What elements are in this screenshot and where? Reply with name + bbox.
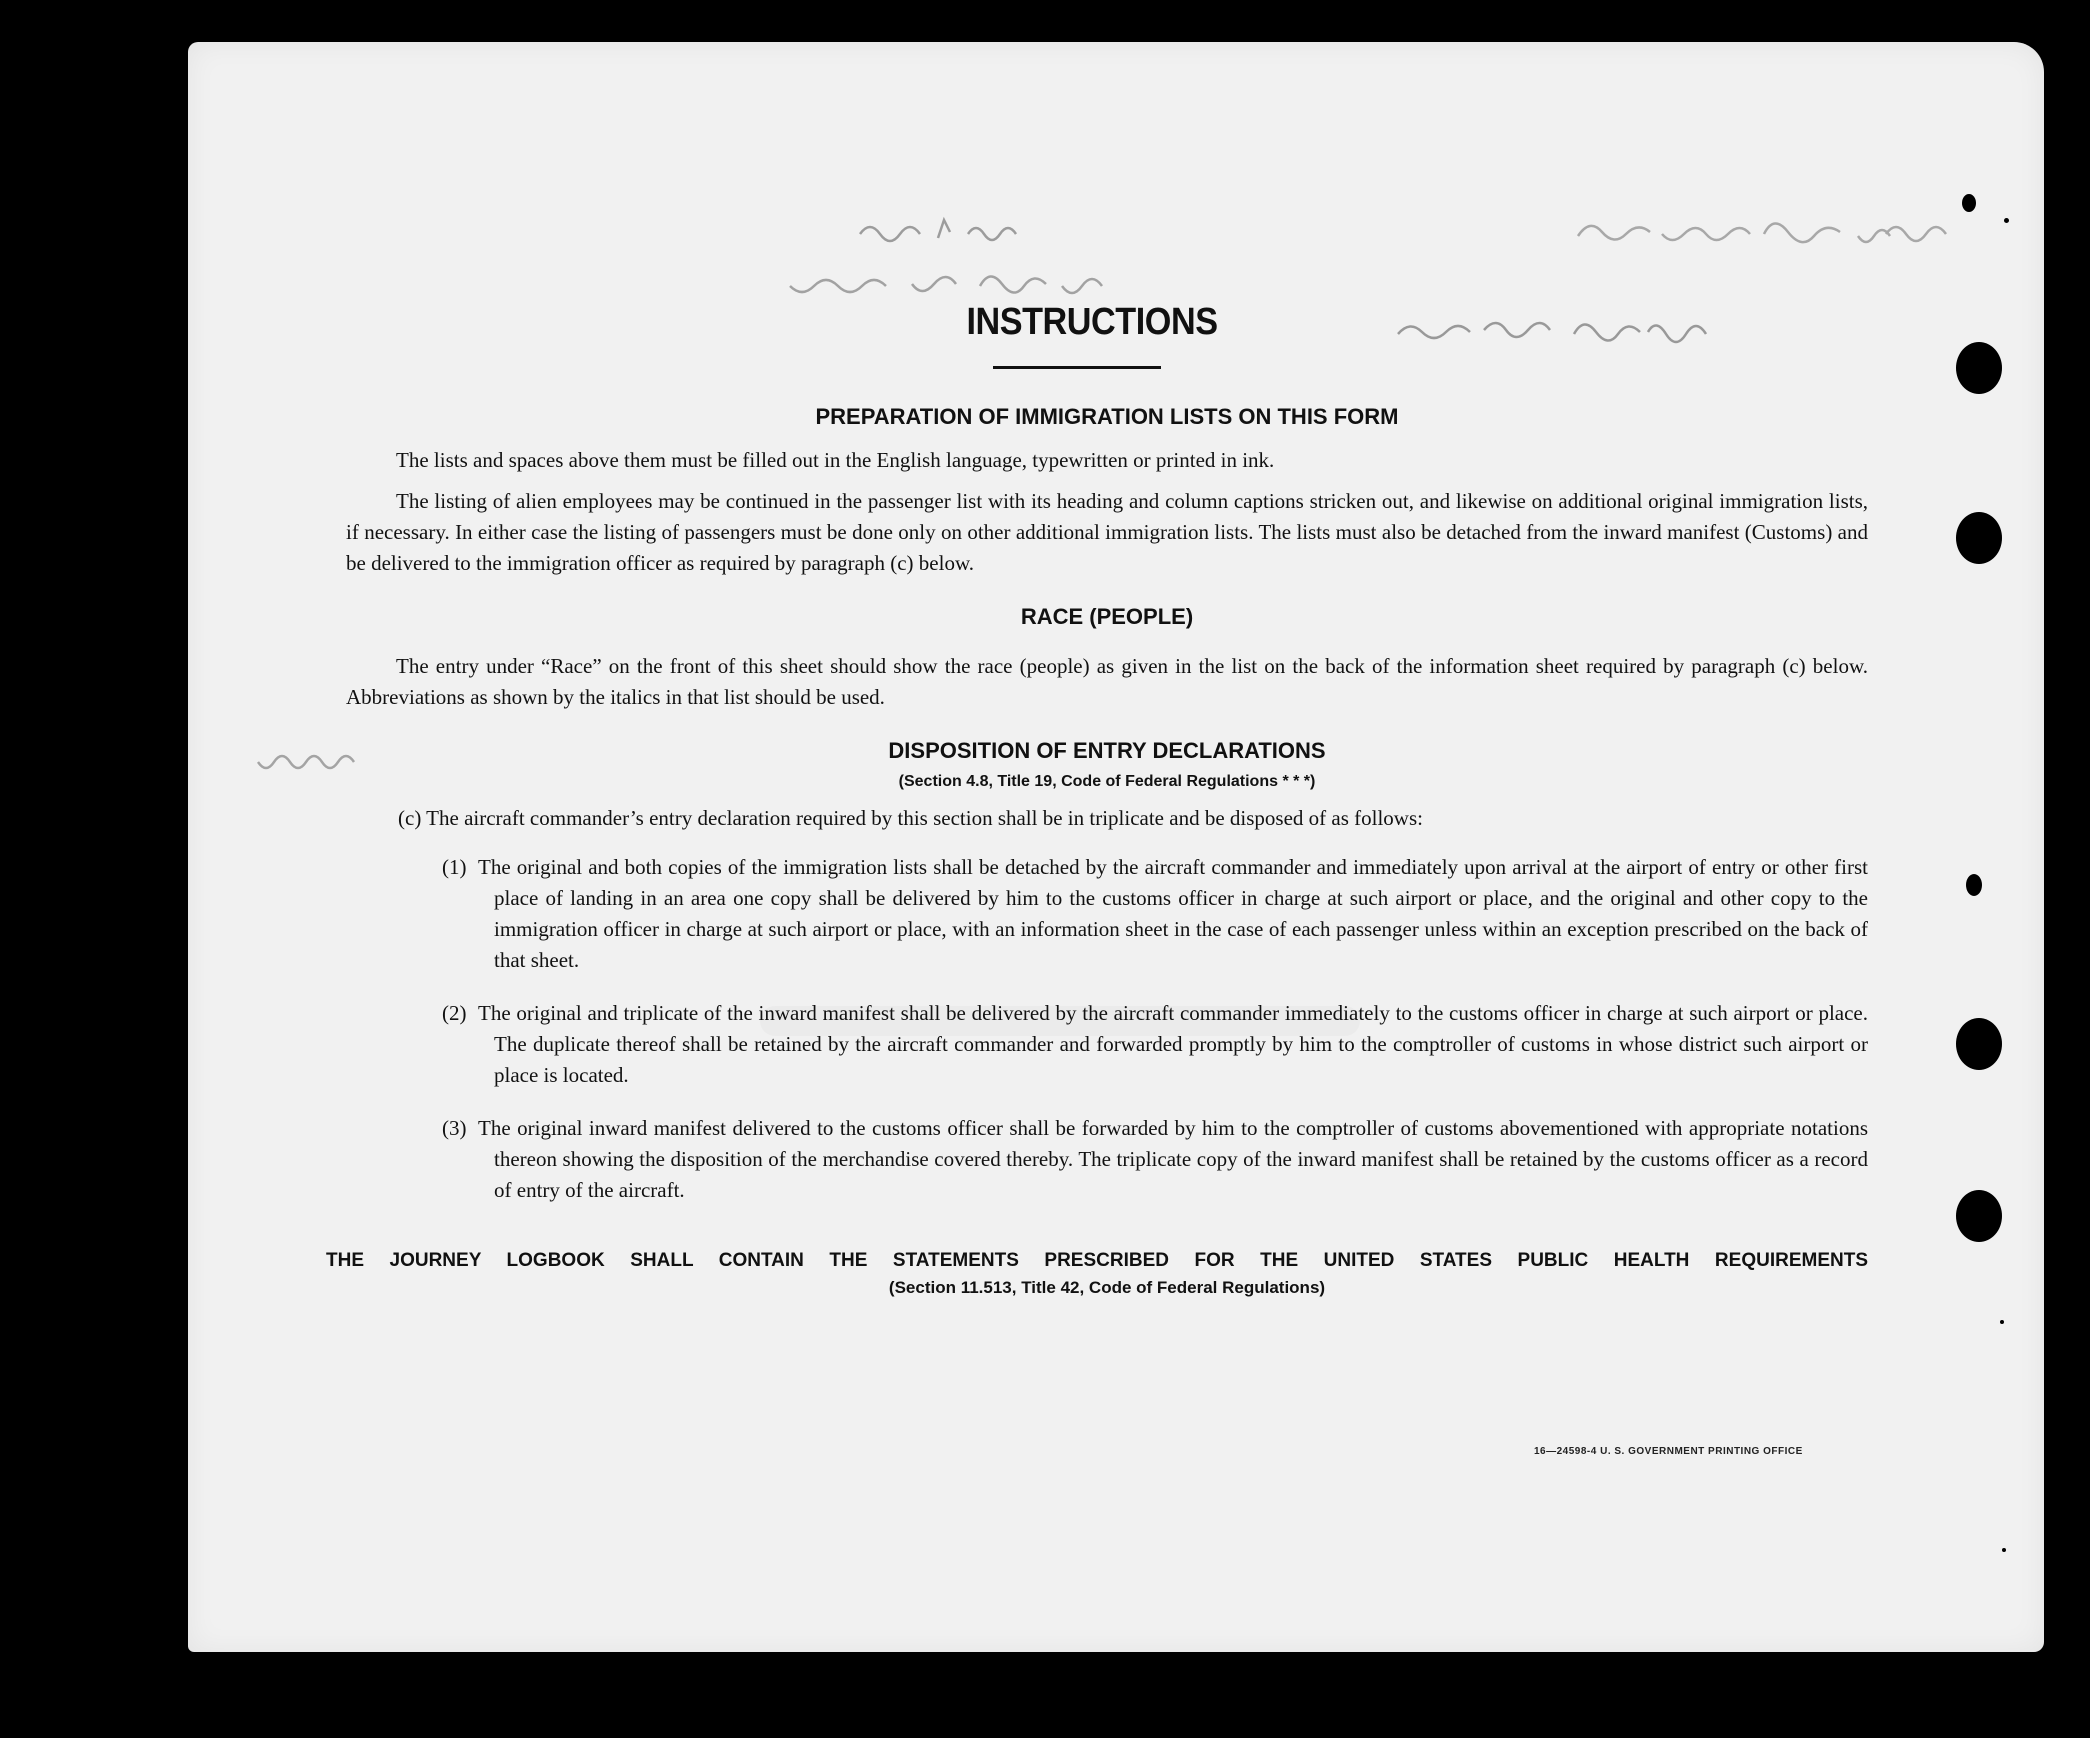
handwriting-strokes: [746, 264, 1106, 298]
handwritten-note: [746, 264, 1106, 302]
handwriting-strokes: [1570, 214, 1950, 248]
item-text: The original and both copies of the immigration lists shall be detached by the aircraft commander and immediately upon arrival at the airport of entry or other first place of landing in an area one copy shall be delivered by him to the customs officer in charge at such airport or place, and the original and other copy to the immigration officer in charge at such airport or place, with an information sheet in the case of each passenger unless within an exception prescribed on the back of that sheet.: [478, 855, 1868, 972]
scan-speck: [66, 1628, 94, 1672]
handwritten-note: [1570, 214, 1950, 256]
disposition-item-1: [346, 852, 1868, 976]
page-title: INSTRUCTIONS: [966, 301, 1218, 343]
handwriting-strokes: [228, 744, 358, 774]
scan-speck: [1966, 874, 1982, 896]
disposition-subheading: (Section 4.8, Title 19, Code of Federal Regulations * * *): [898, 773, 1316, 790]
instructions-content: [326, 300, 1868, 1300]
scan-speck: [2000, 1320, 2004, 1324]
race-paragraph: The entry under “Race” on the front of this sheet should show the race (people) as given in the list on the back of the information sheet required by paragraph (c) below. Abbreviations as shown by the italics in that list should be used.: [346, 654, 1868, 709]
race-heading: RACE (PEOPLE): [1020, 604, 1194, 629]
item-number: (2): [442, 1001, 467, 1025]
binder-hole: [1956, 512, 2002, 564]
item-text: The original inward manifest delivered to the customs officer shall be forwarded by him to the comptroller of customs abovementioned with appropriate notations thereon showing the disposition of the merchandise covered thereby. The triplicate copy of the inward manifest shall be retained by the customs officer as a record of entry of the aircraft.: [478, 1116, 1868, 1202]
preparation-paragraph-2: The listing of alien employees may be continued in the passenger list with its heading and column captions stricken out, and likewise on additional original immigration lists, if necessary. In either case the listing of passengers must be done only on other additional immigration lists. The lists must also be detached from the inward manifest (Customs) and be delivered to the immigration officer as required by paragraph (c) below.: [346, 489, 1868, 575]
public-health-subheading: (Section 11.513, Title 42, Code of Federal Regulations): [888, 1278, 1326, 1297]
item-text: The original and triplicate of the inward manifest shall be delivered by the aircraft commander immediately to the customs officer in charge at such airport or place. The duplicate thereof shall be retained by the aircraft commander and forwarded promptly by him to the comptroller of customs in whose district such airport or place is located.: [478, 1001, 1868, 1087]
title-rule: [993, 366, 1161, 369]
disposition-item-3: [346, 1113, 1868, 1206]
preparation-heading: PREPARATION OF IMMIGRATION LISTS ON THIS FORM: [815, 404, 1399, 429]
scan-speck: [2004, 218, 2009, 223]
binder-hole: [1956, 1190, 2002, 1242]
disposition-heading: DISPOSITION OF ENTRY DECLARATIONS: [888, 738, 1326, 763]
disposition-intro: (c) The aircraft commander’s entry declaration required by this section shall be in triplicate and be disposed of as follows:: [398, 806, 1423, 830]
scan-speck: [1962, 194, 1976, 212]
handwritten-note: [228, 744, 358, 778]
preparation-paragraph-1: The lists and spaces above them must be filled out in the English language, typewritten or printed in ink.: [396, 448, 1275, 472]
disposition-item-2: [346, 998, 1868, 1091]
handwriting-strokes: [820, 214, 1020, 246]
binder-hole: [1956, 1018, 2002, 1070]
scan-speck: [2002, 1548, 2006, 1552]
item-number: (1): [442, 855, 467, 879]
printer-mark: 16—24598-4 U. S. GOVERNMENT PRINTING OFFICE: [1534, 1446, 1803, 1457]
binder-hole: [1956, 342, 2002, 394]
public-health-heading: THE JOURNEY LOGBOOK SHALL CONTAIN THE STATEMENTS PRESCRIBED FOR THE UNITED STATES PUBLIC HEALTH REQUIREMENTS: [326, 1250, 1868, 1271]
handwritten-note: [820, 214, 1020, 250]
item-number: (3): [442, 1116, 467, 1140]
